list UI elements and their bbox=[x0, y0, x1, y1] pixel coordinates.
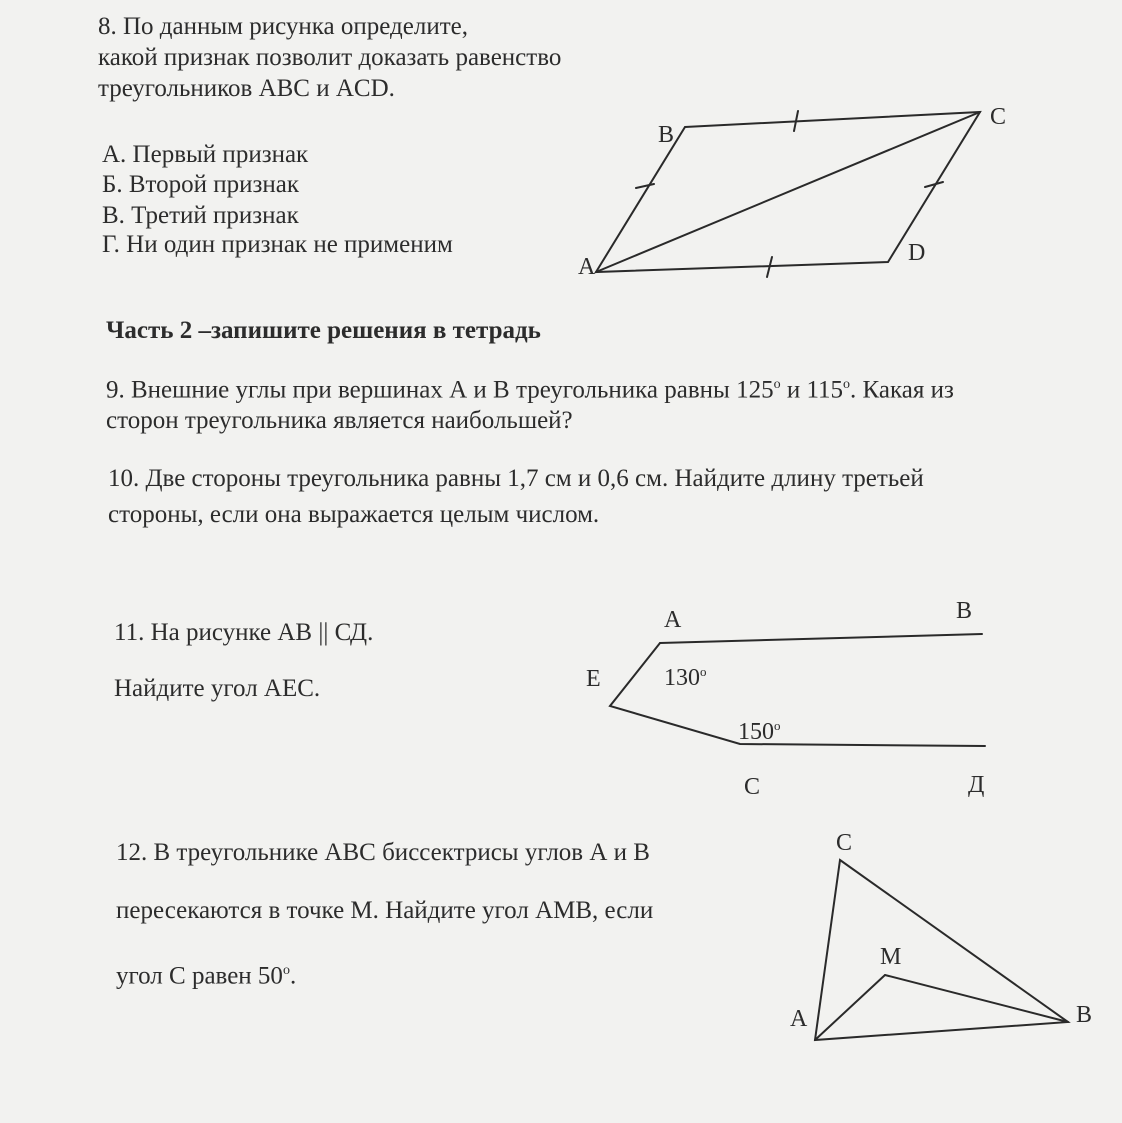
q11-angle-150: 150$^o$ bbox=[738, 718, 781, 745]
q11-angle-130: 130$^o$ bbox=[664, 664, 707, 691]
q11-broken-line bbox=[610, 643, 985, 746]
q11-label-b: B bbox=[956, 598, 973, 624]
degree-sign: o bbox=[774, 718, 781, 733]
q12-bisector-bm bbox=[885, 975, 1068, 1022]
q11-line-1: 11. На рисунке АВ || СД. bbox=[114, 619, 374, 646]
q8-label-a: A bbox=[578, 254, 596, 280]
q8-label-d: D bbox=[908, 240, 926, 266]
q12-line-2: пересекаются в точке М. Найдите угол АМВ, если bbox=[116, 897, 654, 924]
degree-sign: o bbox=[700, 664, 707, 679]
q8-option-b: Б. Второй признак bbox=[102, 171, 300, 198]
q12-line-1: 12. В треугольнике АВС биссектрисы углов А и В bbox=[116, 839, 650, 866]
q12-label-m: M bbox=[880, 944, 902, 970]
degree-sign: o bbox=[282, 963, 290, 978]
q8-label-b: B bbox=[658, 122, 675, 148]
q11-label-e: E bbox=[586, 666, 601, 692]
q9-line-2: сторон треугольника является наибольшей? bbox=[106, 407, 573, 434]
q11-label-a: A bbox=[664, 607, 682, 633]
q8-option-c: В. Третий признак bbox=[102, 202, 299, 229]
q12-label-a: A bbox=[790, 1006, 808, 1032]
q11-line-2: Найдите угол АЕС. bbox=[114, 675, 321, 702]
q12-line-3: угол С равен 50$^o$. bbox=[116, 962, 297, 990]
part2-heading: Часть 2 –запишите решения в тетрадь bbox=[106, 317, 541, 344]
degree-sign: o bbox=[773, 377, 781, 392]
q11-label-c: C bbox=[744, 774, 761, 800]
q8-label-c: C bbox=[990, 104, 1007, 130]
q11-label-d: Д bbox=[968, 772, 985, 798]
q12-label-c: C bbox=[836, 830, 853, 856]
q8-option-a: А. Первый признак bbox=[102, 141, 309, 168]
q8-option-d: Г. Ни один признак не применим bbox=[102, 231, 453, 258]
q9-line-1: 9. Внешние углы при вершинах А и В треугольника равны 125$^o$ и 115$^o$. Какая из bbox=[106, 376, 954, 404]
q12-label-b: B bbox=[1076, 1002, 1093, 1028]
q10-line-2: стороны, если она выражается целым числом. bbox=[108, 501, 600, 528]
degree-sign: o bbox=[843, 377, 851, 392]
q8-line-3: треугольников ABC и ACD. bbox=[98, 75, 395, 102]
q12-bisector-am bbox=[815, 975, 885, 1040]
q10-line-1: 10. Две стороны треугольника равны 1,7 см и 0,6 см. Найдите длину третьей bbox=[108, 465, 924, 492]
q8-line-2: какой признак позволит доказать равенство bbox=[98, 44, 562, 71]
q11-line-ab bbox=[660, 634, 982, 643]
q8-line-1: 8. По данным рисунка определите, bbox=[98, 13, 468, 40]
q8-tick-ab bbox=[636, 184, 654, 188]
